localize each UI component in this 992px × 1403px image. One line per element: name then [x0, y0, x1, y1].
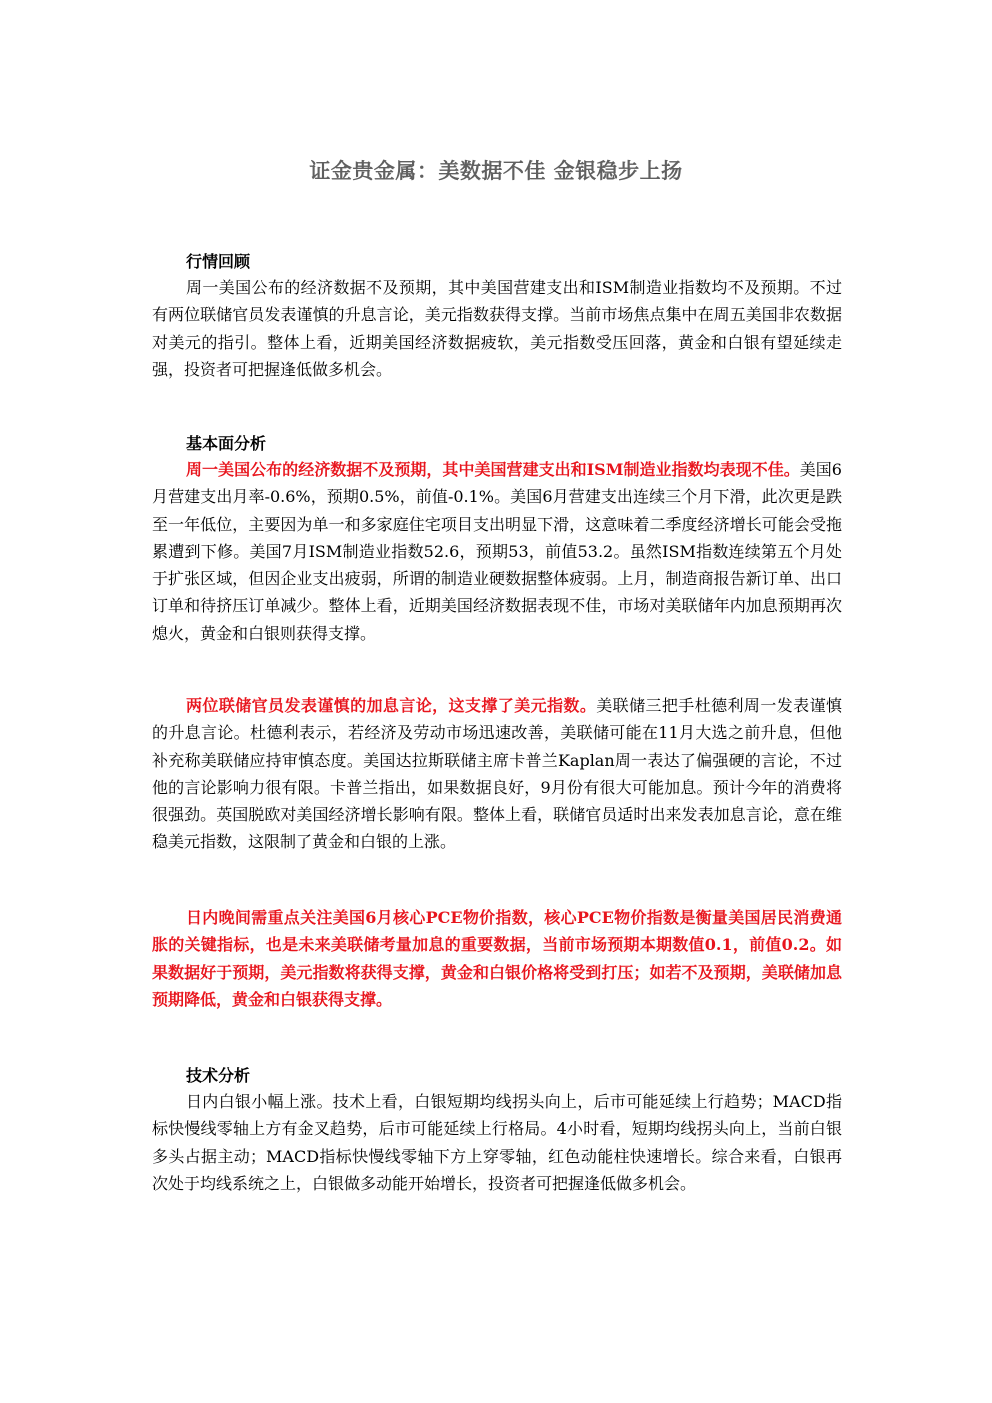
section-market-review	[152, 250, 842, 383]
section-fundamental-paragraph-2	[152, 692, 842, 856]
paragraph	[152, 274, 842, 383]
section-heading: 技术分析	[186, 1066, 251, 1085]
section-heading: 基本面分析	[186, 434, 267, 453]
body-text: 日内白银小幅上涨。技术上看，白银短期均线拐头向上，后市可能延续上行趋势；MACD指标快慢线零轴上方有金叉趋势，后市可能延续上行格局。4小时看，短期均线拐头向上，当前白银多头占据主动；MACD指标快慢线零轴下方上穿零轴，红色动能柱快速增长。综合来看，白银再次处于均线系统之上，白银做多动能开始增长，投资者可把握逢低做多机会。	[152, 1092, 842, 1193]
document-title: 证金贵金属：美数据不佳 金银稳步上扬	[309, 159, 683, 183]
body-text: 周一美国公布的经济数据不及预期，其中美国营建支出和ISM制造业指数均不及预期。不过有两位联储官员发表谨慎的升息言论，美元指数获得支撑。当前市场焦点集中在周五美国非农数据对美元的指引。整体上看，近期美国经济数据疲软，美元指数受压回落，黄金和白银有望延续走强，投资者可把握逢低做多机会。	[152, 278, 842, 379]
section-technical-analysis	[152, 1064, 842, 1197]
highlighted-text: 周一美国公布的经济数据不及预期，其中美国营建支出和ISM制造业指数均表现不佳。	[186, 460, 800, 479]
highlighted-text: 日内晚间需重点关注美国6月核心PCE物价指数，核心PCE物价指数是衡量美国居民消费通胀的关键指标，也是未来美联储考量加息的重要数据，当前市场预期本期数值0.1，前值0.2。如果数据好于预期，美元指数将获得支撑，黄金和白银价格将受到打压；如若不及预期，美联储加息预期降低，黄金和白银获得支撑。	[152, 908, 842, 1009]
paragraph	[152, 456, 842, 647]
paragraph	[152, 692, 842, 856]
paragraph	[152, 1088, 842, 1197]
section-heading: 行情回顾	[186, 252, 251, 271]
body-text: 美联储三把手杜德利周一发表谨慎的升息言论。杜德利表示，若经济及劳动市场迅速改善，美联储可能在11月大选之前升息，但他补充称美联储应持审慎态度。美国达拉斯联储主席卡普兰Kaplan周一表达了偏强硬的言论，不过他的言论影响力很有限。卡普兰指出，如果数据良好，9月份有很大可能加息。预计今年的消费将很强劲。英国脱欧对美国经济增长影响有限。整体上看，联储官员适时出来发表加息言论，意在维稳美元指数，这限制了黄金和白银的上涨。	[152, 696, 842, 852]
body-text: 美国6月营建支出月率-0.6%，预期0.5%，前值-0.1%。美国6月营建支出连续三个月下滑，此次更是跌至一年低位，主要因为单一和多家庭住宅项目支出明显下滑，这意味着二季度经济增长可能会受拖累遭到下修。美国7月ISM制造业指数52.6，预期53，前值53.2。虽然ISM指数连续第五个月处于扩张区域，但因企业支出疲弱，所谓的制造业硬数据整体疲弱。上月，制造商报告新订单、出口订单和待挤压订单减少。整体上看，近期美国经济数据表现不佳，市场对美联储年内加息预期再次熄火，黄金和白银则获得支撑。	[152, 460, 842, 643]
paragraph	[152, 904, 842, 1013]
section-fundamental-analysis	[152, 432, 842, 647]
highlighted-text: 两位联储官员发表谨慎的加息言论，这支撑了美元指数。	[186, 696, 597, 715]
section-fundamental-paragraph-3	[152, 904, 842, 1013]
